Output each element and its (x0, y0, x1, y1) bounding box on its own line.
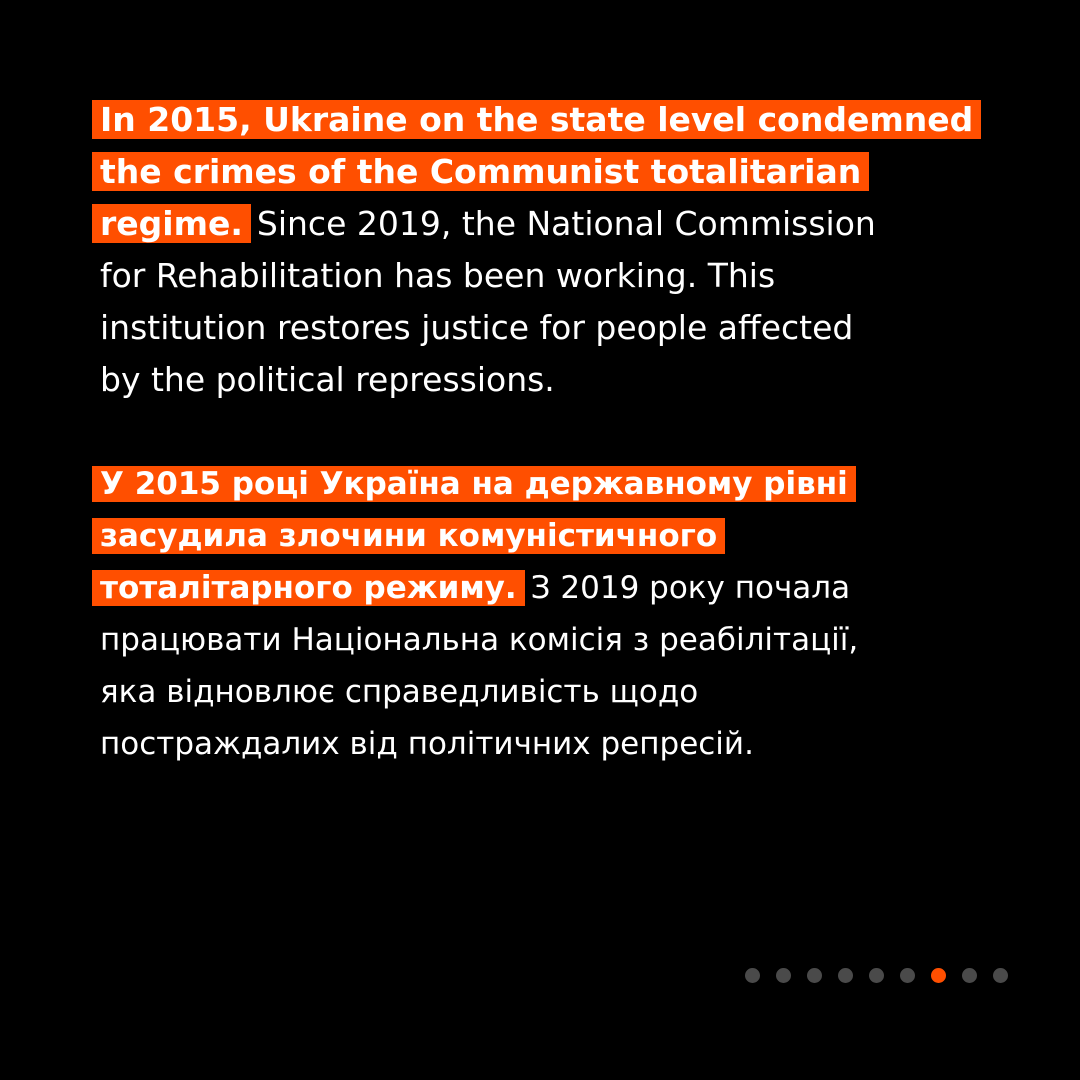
english-line-2 (100, 146, 869, 198)
pagination-dot[interactable] (776, 968, 791, 983)
pagination-dot[interactable] (962, 968, 977, 983)
english-text-5: institution restores justice for people affected (100, 308, 854, 347)
pagination-dot-active[interactable] (931, 968, 946, 983)
pagination-dot[interactable] (745, 968, 760, 983)
pagination-dot[interactable] (838, 968, 853, 983)
ukrainian-text-4: працювати Національна комісія з реабілітації, (100, 622, 859, 658)
ukrainian-text-6: постраждалих від політичних репресій. (100, 726, 754, 762)
pagination-dot[interactable] (900, 968, 915, 983)
english-line-5 (100, 302, 853, 354)
ukrainian-line-2 (100, 510, 725, 562)
ukrainian-highlight-1: У 2015 році Україна на державному рівні (92, 466, 856, 502)
english-line-3 (100, 198, 876, 250)
english-text-6: by the political repressions. (100, 360, 555, 399)
english-highlight-3: regime. (92, 204, 251, 243)
ukrainian-line-5 (100, 666, 698, 718)
english-line-6 (100, 354, 555, 406)
english-highlight-2: the crimes of the Communist totalitarian (92, 152, 869, 191)
ukrainian-highlight-2: засудила злочини комуністичного (92, 518, 725, 554)
english-text-4: for Rehabilitation has been working. This (100, 256, 776, 295)
ukrainian-line-4 (100, 614, 858, 666)
pagination-dots (745, 966, 1008, 984)
pagination-dot[interactable] (993, 968, 1008, 983)
ukrainian-line-6 (100, 718, 754, 770)
english-line-1 (100, 94, 981, 146)
ukrainian-line-1 (100, 458, 856, 510)
ukrainian-text-3: З 2019 року почала (530, 570, 851, 606)
ukrainian-line-3 (100, 562, 850, 614)
english-highlight-1: In 2015, Ukraine on the state level condemned (92, 100, 981, 139)
ukrainian-text-5: яка відновлює справедливість щодо (100, 674, 699, 710)
pagination-dot[interactable] (869, 968, 884, 983)
ukrainian-highlight-3: тоталітарного режиму. (92, 570, 525, 606)
pagination-dot[interactable] (807, 968, 822, 983)
english-line-4 (100, 250, 775, 302)
english-text-3: Since 2019, the National Commission (256, 204, 876, 243)
